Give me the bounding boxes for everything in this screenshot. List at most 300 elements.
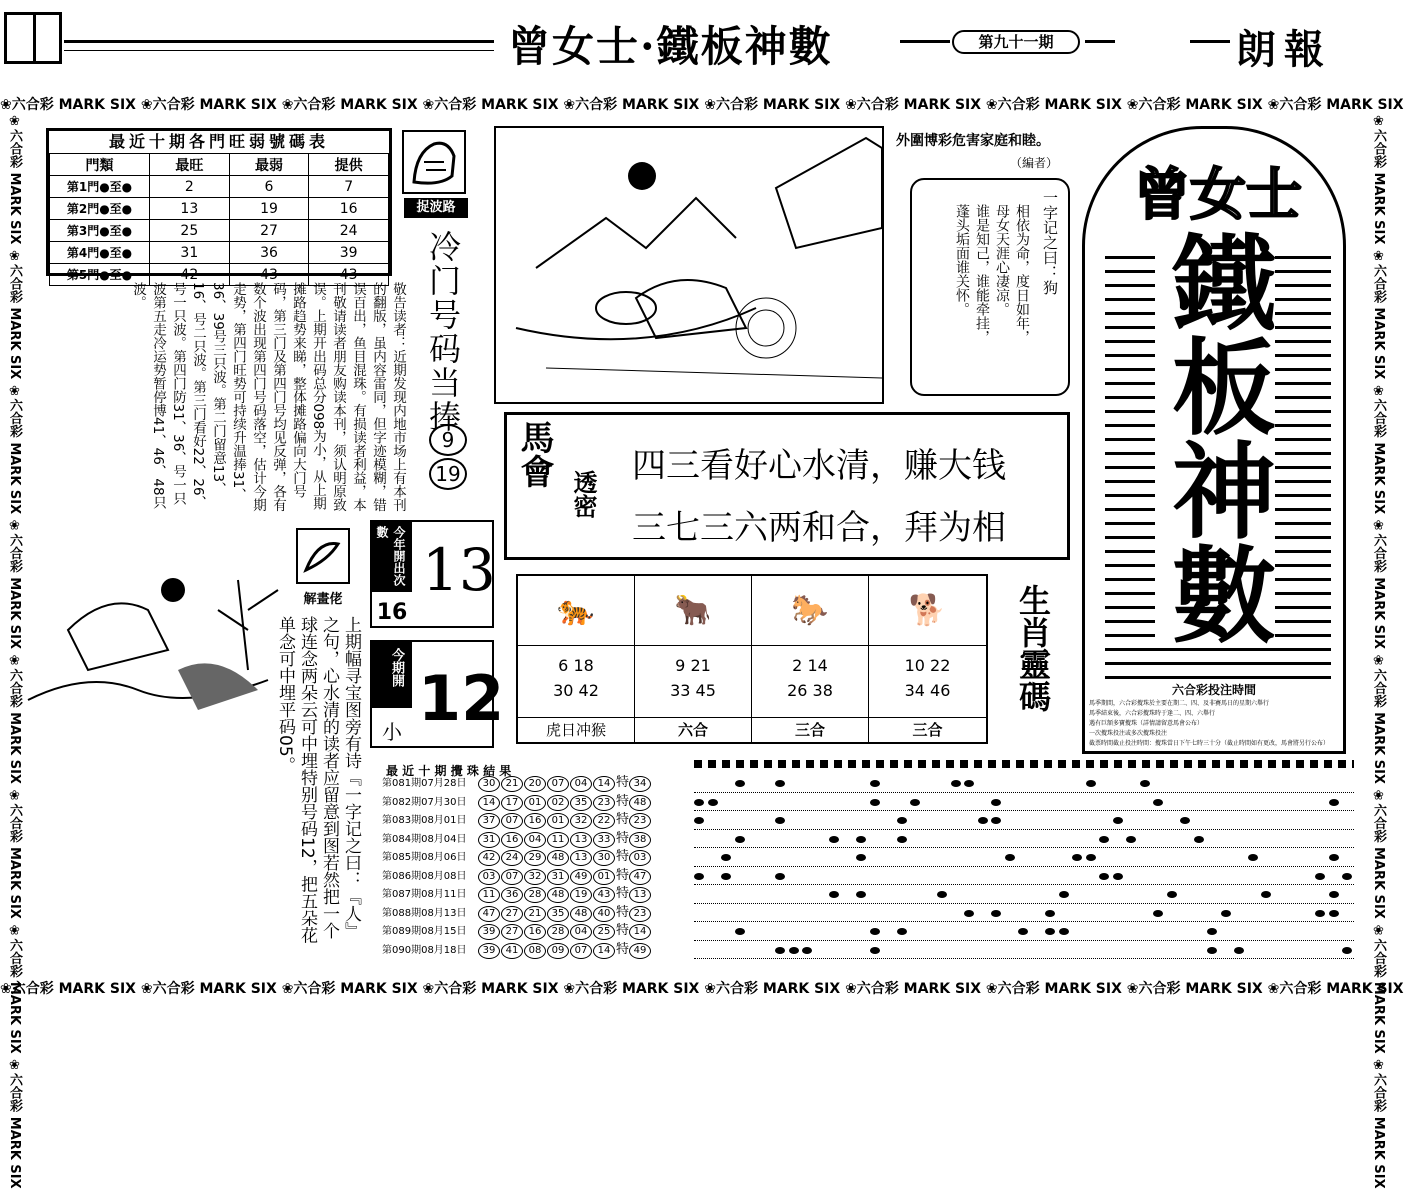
strip-marksix: MARK SIX bbox=[1185, 981, 1268, 997]
number-dot bbox=[1099, 873, 1109, 880]
strip-marksix: MARK SIX bbox=[1371, 846, 1386, 924]
draw-ball: 35 bbox=[547, 906, 569, 922]
number-dot bbox=[694, 799, 704, 806]
draw-ball: 37 bbox=[478, 813, 500, 829]
strip-marksix: MARK SIX bbox=[1326, 97, 1404, 113]
strip-liuhecai: ❀六合彩 bbox=[7, 383, 22, 443]
strip-liuhecai: ❀六合彩 bbox=[7, 1058, 22, 1117]
catch-number-1: 9 bbox=[429, 424, 467, 456]
draw-ball: 09 bbox=[547, 943, 569, 959]
number-dot bbox=[802, 947, 812, 954]
strip-marksix: MARK SIX bbox=[1044, 981, 1127, 997]
interpret-text: 上期幅寻宝图旁有诗『一字记之曰：『人』之句，心水清的读者应留意到图若然把一个球连念两朵云可中埋特别号码12，把五朵花单念可中埋平码05。 bbox=[275, 616, 361, 944]
draw-ball: 16 bbox=[524, 924, 546, 940]
strip-liuhecai: ❀六合彩 bbox=[140, 981, 200, 997]
number-dot bbox=[1059, 928, 1069, 935]
gate-max: 2 bbox=[150, 176, 230, 198]
catch-wave-label: 捉波路 bbox=[404, 198, 468, 218]
number-dot bbox=[870, 780, 880, 787]
zodiac-num: 45 bbox=[695, 681, 716, 700]
strip-liuhecai: ❀六合彩 bbox=[140, 97, 200, 113]
draw-row bbox=[382, 885, 672, 904]
draw-ball: 07 bbox=[501, 813, 523, 829]
gate-range: ●至● bbox=[99, 268, 133, 282]
strip-marksix: MARK SIX bbox=[1371, 307, 1386, 384]
draw-period: 第090期08月18日 bbox=[382, 944, 467, 956]
number-dot bbox=[1315, 910, 1325, 917]
number-dot bbox=[964, 780, 974, 787]
number-dot bbox=[964, 910, 974, 917]
strip-marksix: MARK SIX bbox=[621, 97, 705, 113]
left-border-strip bbox=[2, 114, 24, 1189]
dog-icon: 🐕 bbox=[869, 576, 986, 646]
gate-table bbox=[49, 153, 389, 286]
number-dot bbox=[775, 873, 785, 880]
draw-ball: 28 bbox=[524, 887, 546, 903]
gate-range: ●至● bbox=[99, 180, 133, 194]
zodiac-side-label: 生肖靈碼 bbox=[1014, 584, 1052, 712]
strip-liuhecai: ❀六合彩 bbox=[7, 788, 22, 847]
dot-row bbox=[694, 904, 1354, 923]
draw-period: 第085期08月06日 bbox=[382, 852, 467, 863]
strip-marksix: MARK SIX bbox=[7, 442, 22, 519]
special-label: 特 bbox=[616, 830, 630, 846]
zodiac-cell bbox=[518, 576, 635, 742]
gate-label: 第5門 bbox=[66, 268, 100, 282]
strip-marksix: MARK SIX bbox=[58, 981, 141, 997]
interpret-icon bbox=[296, 528, 350, 584]
draw-ball: 36 bbox=[501, 887, 523, 903]
table-row bbox=[50, 220, 389, 242]
strip-marksix: MARK SIX bbox=[621, 981, 705, 997]
draw-ball: 23 bbox=[593, 795, 615, 811]
special-label: 特 bbox=[616, 775, 630, 790]
dot-row bbox=[694, 922, 1354, 941]
special-label: 特 bbox=[616, 941, 630, 957]
draw-ball: 14 bbox=[593, 776, 615, 792]
dot-row bbox=[694, 811, 1354, 830]
draw-ball: 49 bbox=[570, 869, 592, 885]
number-dot bbox=[775, 947, 785, 954]
zodiac-num: 38 bbox=[812, 681, 833, 700]
draw-ball: 13 bbox=[570, 832, 592, 848]
banner-name: 曾女士 bbox=[1134, 162, 1302, 228]
banner-title: 鐵板神數 bbox=[1154, 229, 1277, 645]
strip-marksix: MARK SIX bbox=[7, 172, 22, 249]
gate-min: 43 bbox=[229, 264, 309, 286]
draw-ball: 41 bbox=[501, 943, 523, 959]
zodiac-footer: 虎日冲猴 bbox=[545, 721, 606, 739]
draw-ball: 07 bbox=[547, 776, 569, 792]
draw-ball: 32 bbox=[570, 813, 592, 829]
draw-ball: 08 bbox=[524, 943, 546, 959]
gate-give: 7 bbox=[309, 176, 389, 198]
zodiac-num: 22 bbox=[930, 656, 951, 675]
strip-liuhecai: ❀六合彩 bbox=[985, 97, 1045, 113]
number-dot bbox=[856, 836, 866, 843]
draw-ball: 48 bbox=[547, 850, 569, 866]
banner-info-title: 六合彩投注時間 bbox=[1171, 683, 1256, 697]
dot-row bbox=[694, 867, 1354, 886]
zodiac-num: 21 bbox=[690, 656, 711, 675]
strip-marksix: MARK SIX bbox=[58, 97, 141, 113]
number-dot bbox=[991, 817, 1001, 824]
gate-min: 6 bbox=[229, 176, 309, 198]
draw-ball: 27 bbox=[501, 924, 523, 940]
number-dot bbox=[1329, 910, 1339, 917]
special-label: 特 bbox=[616, 849, 630, 864]
strip-marksix: MARK SIX bbox=[7, 846, 22, 924]
gate-label: 第3門 bbox=[66, 224, 100, 238]
draw-ball: 07 bbox=[501, 869, 523, 885]
this-period-label: 今期開 bbox=[372, 642, 412, 708]
strip-liuhecai: ❀六合彩 bbox=[845, 981, 904, 997]
this-period-value: 12 bbox=[418, 662, 505, 735]
draw-special: 03 bbox=[629, 850, 651, 866]
brand-logo: 朗報 bbox=[1236, 26, 1332, 73]
draw-ball: 22 bbox=[593, 813, 615, 829]
strip-liuhecai: ❀六合彩 bbox=[1371, 1058, 1386, 1117]
number-dot bbox=[708, 799, 718, 806]
draws-table bbox=[382, 774, 672, 959]
strip-liuhecai: ❀六合彩 bbox=[7, 114, 22, 173]
draw-special: 23 bbox=[629, 813, 651, 829]
number-dot bbox=[1153, 910, 1163, 917]
draw-special: 38 bbox=[629, 832, 651, 848]
draw-ball: 17 bbox=[501, 795, 523, 811]
dot-row bbox=[694, 885, 1354, 904]
number-dot bbox=[910, 799, 920, 806]
draw-ball: 16 bbox=[524, 813, 546, 829]
dot-row bbox=[694, 793, 1354, 812]
count-label: 今年開出次數 bbox=[372, 522, 412, 592]
strip-liuhecai: ❀六合彩 bbox=[1371, 923, 1386, 982]
zodiac-footer: 三合 bbox=[794, 721, 825, 739]
strip-liuhecai: ❀六合彩 bbox=[985, 981, 1045, 997]
draw-ball: 03 bbox=[478, 869, 500, 885]
draw-ball: 47 bbox=[478, 906, 500, 922]
draw-ball: 31 bbox=[478, 832, 500, 848]
strip-marksix: MARK SIX bbox=[1326, 981, 1404, 997]
bottom-border-strip bbox=[0, 978, 1404, 1000]
catch-wave-headline: 冷门号码当捧 bbox=[424, 230, 462, 434]
zodiac-num: 10 bbox=[904, 656, 925, 675]
draw-row bbox=[382, 922, 672, 941]
number-dot bbox=[735, 928, 745, 935]
poem-line-0: 一字记之曰：狗 bbox=[1041, 190, 1059, 295]
draw-period: 第083期08月01日 bbox=[382, 815, 467, 826]
strip-marksix: MARK SIX bbox=[1371, 712, 1386, 789]
gate-header-type: 門類 bbox=[50, 154, 150, 176]
draw-ball: 29 bbox=[524, 850, 546, 866]
number-dot bbox=[775, 817, 785, 824]
draw-special: 49 bbox=[629, 943, 651, 959]
gate-max: 31 bbox=[150, 242, 230, 264]
number-dot bbox=[1261, 891, 1271, 898]
number-dot bbox=[1221, 910, 1231, 917]
horse-assoc-label-b: 透密 bbox=[569, 470, 597, 518]
dot-row bbox=[694, 774, 1354, 793]
draw-ball: 43 bbox=[593, 887, 615, 903]
draw-ball: 40 bbox=[593, 906, 615, 922]
strip-marksix: MARK SIX bbox=[199, 97, 282, 113]
gate-max: 13 bbox=[150, 198, 230, 220]
strip-liuhecai: ❀六合彩 bbox=[1371, 248, 1386, 308]
dot-row bbox=[694, 830, 1354, 849]
poem-line-1: 相依为命，度日如年， bbox=[1014, 204, 1030, 344]
top-border-strip bbox=[0, 94, 1404, 114]
strip-liuhecai: ❀六合彩 bbox=[7, 653, 22, 713]
draw-row bbox=[382, 811, 672, 830]
number-dot bbox=[991, 799, 1001, 806]
number-dot bbox=[1167, 891, 1177, 898]
gate-label: 第4門 bbox=[66, 246, 100, 260]
number-dot bbox=[1329, 854, 1339, 861]
strip-liuhecai: ❀六合彩 bbox=[1267, 981, 1327, 997]
draw-special: 47 bbox=[629, 869, 651, 885]
number-dot bbox=[1126, 836, 1136, 843]
strip-marksix: MARK SIX bbox=[1371, 981, 1386, 1059]
number-dot bbox=[1086, 780, 1096, 787]
draw-ball: 13 bbox=[570, 850, 592, 866]
number-dot bbox=[870, 928, 880, 935]
strip-liuhecai: ❀六合彩 bbox=[7, 248, 22, 308]
draw-ball: 48 bbox=[570, 906, 592, 922]
draw-ball: 48 bbox=[547, 887, 569, 903]
number-dot bbox=[1045, 928, 1055, 935]
horse-icon: 🐎 bbox=[752, 576, 868, 646]
gate-header-give: 提供 bbox=[309, 154, 389, 176]
draw-ball: 04 bbox=[524, 832, 546, 848]
number-dot bbox=[856, 891, 866, 898]
draw-ball: 14 bbox=[478, 795, 500, 811]
strip-liuhecai: ❀六合彩 bbox=[0, 97, 59, 113]
number-dot bbox=[735, 780, 745, 787]
number-dot bbox=[721, 873, 731, 880]
gate-range: ●至● bbox=[99, 224, 133, 238]
strip-liuhecai: ❀六合彩 bbox=[7, 923, 22, 982]
strip-marksix: MARK SIX bbox=[1371, 1116, 1386, 1189]
zodiac-footer: 三合 bbox=[912, 721, 943, 739]
horse-assoc-line-2: 三七三六两和合，拜为相 bbox=[632, 508, 1006, 548]
number-dot bbox=[1005, 854, 1015, 861]
special-label: 特 bbox=[616, 904, 630, 920]
draw-ball: 31 bbox=[547, 869, 569, 885]
strip-marksix: MARK SIX bbox=[1185, 97, 1268, 113]
number-dot bbox=[1342, 873, 1352, 880]
draw-ball: 11 bbox=[547, 832, 569, 848]
draw-ball: 20 bbox=[524, 776, 546, 792]
draw-ball: 25 bbox=[593, 924, 615, 940]
gate-header-max: 最旺 bbox=[150, 154, 230, 176]
number-dot bbox=[775, 780, 785, 787]
gate-min: 36 bbox=[229, 242, 309, 264]
poem-line-2: 母女天涯心凄凉。 bbox=[994, 204, 1010, 316]
number-dot bbox=[1329, 799, 1339, 806]
draw-row bbox=[382, 848, 672, 867]
poem-editor: （編者） bbox=[1010, 156, 1059, 170]
number-dot bbox=[1086, 854, 1096, 861]
strip-marksix: MARK SIX bbox=[7, 577, 22, 654]
draw-row bbox=[382, 941, 672, 960]
draw-row bbox=[382, 774, 672, 793]
special-label: 特 bbox=[616, 793, 630, 809]
header-rule-mid bbox=[900, 40, 950, 43]
draw-ball: 39 bbox=[478, 943, 500, 959]
draw-period: 第082期07月30日 bbox=[382, 796, 467, 808]
poem-line-4: 蓬头垢面谁关怀。 bbox=[954, 204, 970, 316]
draw-ball: 33 bbox=[593, 832, 615, 848]
draw-period: 第081期07月28日 bbox=[382, 778, 467, 789]
draw-ball: 04 bbox=[570, 924, 592, 940]
number-dot bbox=[978, 817, 988, 824]
header-rule-mid2 bbox=[1085, 40, 1115, 43]
draw-ball: 07 bbox=[570, 943, 592, 959]
draw-ball: 21 bbox=[501, 776, 523, 792]
strip-liuhecai: ❀六合彩 bbox=[563, 97, 622, 113]
zodiac-num: 18 bbox=[573, 656, 594, 675]
hand-icon bbox=[402, 130, 466, 194]
number-dot bbox=[897, 928, 907, 935]
strip-liuhecai: ❀六合彩 bbox=[1267, 97, 1327, 113]
strip-liuhecai: ❀六合彩 bbox=[1371, 383, 1386, 443]
gate-give: 24 bbox=[309, 220, 389, 242]
draw-ball: 21 bbox=[524, 906, 546, 922]
zodiac-cell bbox=[752, 576, 869, 742]
draw-ball: 02 bbox=[547, 795, 569, 811]
number-dot bbox=[1018, 928, 1028, 935]
strip-marksix: MARK SIX bbox=[7, 1116, 22, 1189]
strip-marksix: MARK SIX bbox=[1044, 97, 1127, 113]
strip-marksix: MARK SIX bbox=[7, 981, 22, 1059]
draw-ball: 04 bbox=[570, 776, 592, 792]
zodiac-cell bbox=[869, 576, 986, 742]
strip-marksix: MARK SIX bbox=[481, 97, 564, 113]
strip-liuhecai: ❀六合彩 bbox=[1371, 114, 1386, 173]
draw-ball: 11 bbox=[478, 887, 500, 903]
draw-ball: 30 bbox=[478, 776, 500, 792]
strip-marksix: MARK SIX bbox=[762, 97, 846, 113]
zodiac-num: 9 bbox=[675, 656, 686, 675]
right-border-strip bbox=[1366, 114, 1388, 1189]
ox-icon: 🐂 bbox=[635, 576, 751, 646]
number-dot bbox=[1234, 947, 1244, 954]
cat-spider-illustration bbox=[494, 126, 884, 404]
zodiac-footer: 六合 bbox=[677, 721, 708, 739]
strip-marksix: MARK SIX bbox=[7, 712, 22, 789]
strip-marksix: MARK SIX bbox=[340, 97, 423, 113]
strip-marksix: MARK SIX bbox=[903, 97, 986, 113]
strip-liuhecai: ❀六合彩 bbox=[422, 981, 482, 997]
zodiac-num: 33 bbox=[670, 681, 691, 700]
number-dot bbox=[897, 817, 907, 824]
zodiac-num: 30 bbox=[553, 681, 574, 700]
gate-table-title: 最近十期各門旺弱號碼表 bbox=[108, 132, 329, 151]
page-title: 曾女士·鐵板神數 bbox=[508, 22, 833, 71]
table-row bbox=[50, 198, 389, 220]
draw-ball: 19 bbox=[570, 887, 592, 903]
number-dot bbox=[1059, 891, 1069, 898]
number-dot bbox=[1099, 836, 1109, 843]
header-rule-left bbox=[64, 40, 494, 43]
banner-info-line: 截票時間截止投注時間：攪珠當日下午七時三十分（截止時間如有更改，馬會將另行公布） bbox=[1089, 740, 1330, 747]
cat-ball-illustration bbox=[28, 520, 294, 730]
draw-special: 34 bbox=[629, 776, 651, 792]
special-label: 特 bbox=[616, 812, 630, 827]
strip-liuhecai: ❀六合彩 bbox=[1126, 981, 1186, 997]
gate-label: 第1門 bbox=[66, 180, 100, 194]
horse-assoc-line-1: 四三看好心水清，赚大钱 bbox=[632, 446, 1006, 486]
strip-marksix: MARK SIX bbox=[340, 981, 423, 997]
number-dot bbox=[694, 873, 704, 880]
draw-special: 23 bbox=[629, 906, 651, 922]
number-dot bbox=[870, 799, 880, 806]
banner-info-line: 馬季期間，六合彩攪珠於主要在期二、四、及非賽馬日的星期六舉行 bbox=[1089, 700, 1270, 707]
number-dot bbox=[951, 780, 961, 787]
number-dot bbox=[1153, 799, 1163, 806]
gate-max: 25 bbox=[150, 220, 230, 242]
draw-period: 第087期08月11日 bbox=[382, 889, 467, 900]
number-dot bbox=[829, 836, 839, 843]
gate-range: ●至● bbox=[99, 202, 133, 216]
draw-special: 13 bbox=[629, 887, 651, 903]
strip-liuhecai: ❀六合彩 bbox=[1126, 97, 1186, 113]
table-row bbox=[50, 176, 389, 198]
number-dot bbox=[829, 891, 839, 898]
draw-period: 第088期08月13日 bbox=[382, 907, 467, 919]
this-period-box bbox=[370, 640, 505, 748]
number-dot bbox=[1194, 836, 1204, 843]
gate-range: ●至● bbox=[99, 246, 133, 260]
dot-grid bbox=[694, 766, 1358, 960]
number-dot bbox=[870, 947, 880, 954]
book-icon bbox=[4, 12, 62, 64]
number-dot bbox=[721, 854, 731, 861]
strip-liuhecai: ❀六合彩 bbox=[845, 97, 904, 113]
count-box bbox=[370, 520, 494, 628]
header-rule-right bbox=[1190, 40, 1230, 43]
number-dot bbox=[937, 891, 947, 898]
count-value-big: 13 bbox=[422, 536, 496, 604]
gate-give: 16 bbox=[309, 198, 389, 220]
strip-liuhecai: ❀六合彩 bbox=[422, 97, 482, 113]
number-dot bbox=[1248, 854, 1258, 861]
gate-max: 42 bbox=[150, 264, 230, 286]
draw-ball: 39 bbox=[478, 924, 500, 940]
zodiac-num: 26 bbox=[787, 681, 808, 700]
strip-liuhecai: ❀六合彩 bbox=[1371, 788, 1386, 847]
strip-liuhecai: ❀六合彩 bbox=[563, 981, 622, 997]
draw-row bbox=[382, 867, 672, 886]
draw-ball: 16 bbox=[501, 832, 523, 848]
strip-marksix: MARK SIX bbox=[1371, 172, 1386, 249]
banner-info-line: 一次攪珠投注或多次攪珠投注 bbox=[1089, 730, 1168, 737]
strip-liuhecai: ❀六合彩 bbox=[281, 981, 341, 997]
special-label: 特 bbox=[616, 886, 630, 901]
draw-special: 14 bbox=[629, 924, 651, 940]
special-label: 特 bbox=[616, 923, 630, 938]
draws-title: 最 近 十 期 攪 珠 結 果 bbox=[386, 764, 512, 778]
zodiac-grid bbox=[516, 574, 988, 744]
gate-table-box bbox=[46, 128, 392, 283]
number-dot bbox=[991, 910, 1001, 917]
strip-liuhecai: ❀六合彩 bbox=[7, 518, 22, 578]
catch-number-2: 19 bbox=[429, 458, 467, 490]
zodiac-num: 34 bbox=[904, 681, 925, 700]
gate-header-min: 最弱 bbox=[229, 154, 309, 176]
zodiac-num: 6 bbox=[558, 656, 569, 675]
number-dot bbox=[1315, 873, 1325, 880]
